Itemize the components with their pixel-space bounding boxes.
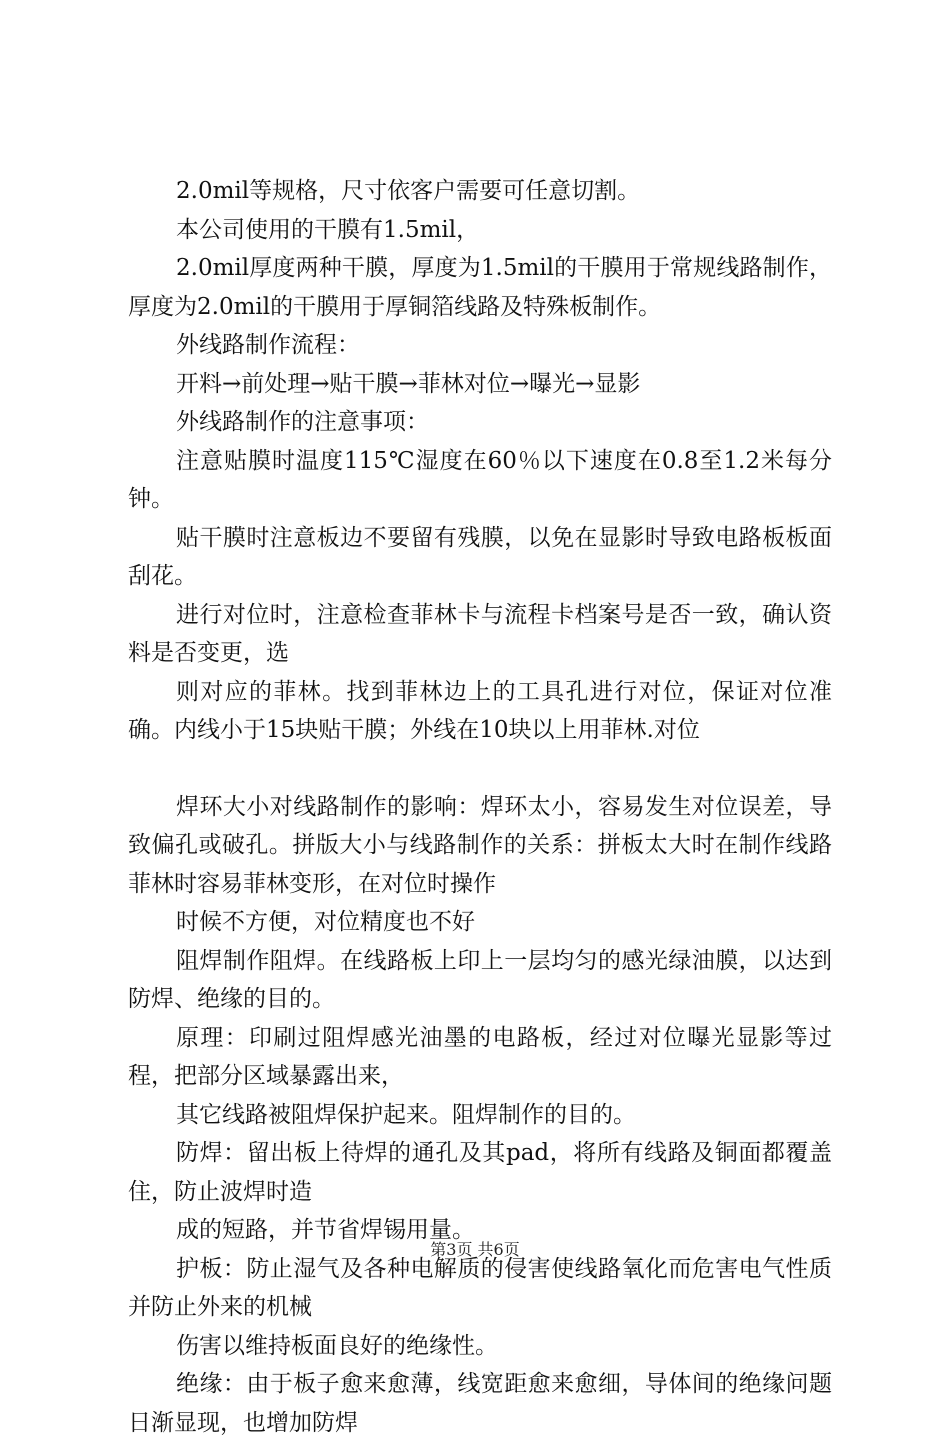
paragraph: 则对应的菲林。找到菲林边上的工具孔进行对位，保证对位准确。内线小于15块贴干膜；外线在10块以上用菲林.对位 [128,678,832,743]
paragraph: 外线路制作的注意事项： [176,409,429,435]
page-number: 第3页 共6页 [430,1240,520,1259]
page-footer [0,1240,950,1260]
paragraph: 2.0mil等规格，尺寸依客户需要可任意切割。 [176,178,641,204]
paragraph: 注意贴膜时温度115℃湿度在60％以下速度在0.8至1.2米每分钟。 [128,447,832,512]
paragraph: 原理：印刷过阻焊感光油墨的电路板，经过对位曝光显影等过程，把部分区域暴露出来， [128,1024,832,1089]
paragraph: 进行对位时，注意检查菲林卡与流程卡档案号是否一致，确认资料是否变更，选 [128,601,832,666]
paragraph: 开料→前处理→贴干膜→菲林对位→曝光→显影 [176,370,641,397]
paragraph: 其它线路被阻焊保护起来。阻焊制作的目的。 [176,1101,636,1128]
paragraph: 本公司使用的干膜有1.5mil， [176,216,480,243]
paragraph: 防焊：留出板上待焊的通孔及其pad，将所有线路及铜面都覆盖住，防止波焊时造 [128,1140,832,1205]
paragraph: 贴干膜时注意板边不要留有残膜，以免在显影时导致电路板板面刮花。 [128,524,832,589]
paragraph: 护板：防止湿气及各种电解质的侵害使线路氧化而危害电气性质并防止外来的机械 [128,1255,832,1320]
paragraph: 时候不方便，对位精度也不好 [176,909,475,935]
paragraph-gap [128,750,832,788]
paragraph: 成的短路，并节省焊锡用量。 [176,1217,475,1243]
paragraph: 阻焊制作阻焊。在线路板上印上一层均匀的感光绿油膜，以达到防焊、绝缘的目的。 [128,947,832,1012]
paragraph: 焊环大小对线路制作的影响：焊环太小，容易发生对位误差，导致偏孔或破孔。拼版大小与线路制作的关系：拼板太大时在制作线路菲林时容易菲林变形，在对位时操作 [128,793,832,897]
paragraph: 伤害以维持板面良好的绝缘性。 [176,1332,498,1359]
paragraph: 绝缘：由于板子愈来愈薄，线宽距愈来愈细，导体间的绝缘问题日渐显现，也增加防焊 [128,1371,832,1436]
paragraph: 2.0mil厚度两种干膜，厚度为1.5mil的干膜用于常规线路制作，厚度为2.0mil的干膜用于厚铜箔线路及特殊板制作。 [128,255,832,320]
paragraph: 外线路制作流程： [176,332,360,358]
